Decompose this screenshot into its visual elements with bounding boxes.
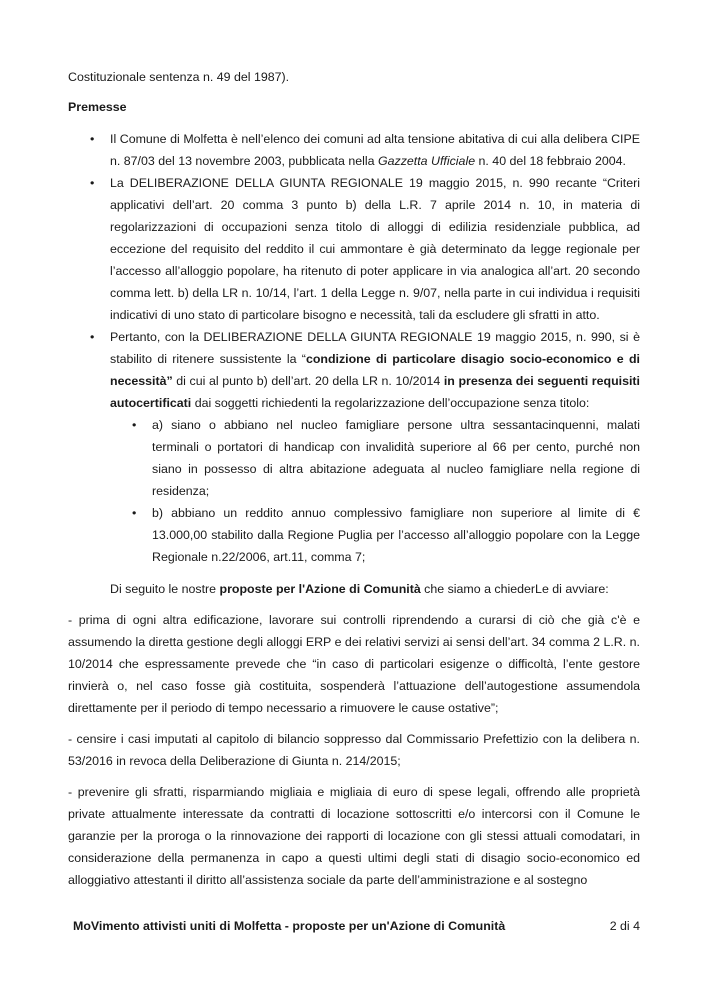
page-footer — [73, 918, 640, 934]
list-item: • a) siano o abbiano nel nucleo famigliare persone ultra sessantacinquenni, malati terminali o portatori di handicap con invalidità superiore al 66 per cento, purché non siano in possesso di altra abitazione adeguata al nucleo famigliare nella regione di residenza; — [110, 414, 640, 502]
premesse-list — [68, 128, 640, 568]
requisiti-list — [110, 414, 640, 568]
list-item: • Pertanto, con la DELIBERAZIONE DELLA GIUNTA REGIONALE 19 maggio 2015, n. 990, si è stabilito di ritenere sussistente la “condizione di particolare disagio socio-economico e di necessità” di cui al punto b) dell’art. 20 della LR n. 10/2014 in presenza dei seguenti requisiti autocertificati dai soggetti richiedenti la regolarizzazione dell’occupazione senza titolo: • a) siano o abbiano nel nucleo famigliare persone ultra sessantacinquenni, malati terminali o portatori di handicap con invalidità superiore al 66 per cento, purché non siano in possesso di altra abitazione adeguata al nucleo famigliare nella regione di residenza; • b) abbiano un reddito annuo complessivo famigliare non superiore al limite di € 13.000,00 stabilito dalla Regione Puglia per l’accesso all’alloggio popolare con la Legge Regionale n.22/2006, art.11, comma 7; — [68, 326, 640, 568]
proposal-paragraph: - censire i casi imputati al capitolo di bilancio soppresso dal Commissario Prefettizio con la delibera n. 53/2016 in revoca della Deliberazione di Giunta n. 214/2015; — [68, 732, 640, 768]
list-item: • b) abbiano un reddito annuo complessivo famigliare non superiore al limite di € 13.000,00 stabilito dalla Regione Puglia per l’accesso all’alloggio popolare con la Legge Regionale n.22/2006, art.11, comma 7; — [110, 502, 640, 568]
page-body — [68, 66, 640, 900]
proposals-intro: Di seguito le nostre proposte per l'Azione di Comunità che siamo a chiederLe di avviare: — [110, 582, 609, 596]
proposal-paragraph: - prevenire gli sfratti, risparmiando migliaia e migliaia di euro di spese legali, offrendo alle proprietà private attualmente interessate da contratti di locazione sottoscritti e/o intercorsi con il Comune le garanzie per la proroga o la rinnovazione dei rapporti di locazione con gli stessi attuali comodatari, in considerazione della permanenza in capo a questi ultimi degli stati di disagio socio-economico ed alloggiativo attestanti il diritto all’assistenza sociale da parte dell’amministrazione e al sostegno — [68, 785, 640, 887]
continuation-line: Costituzionale sentenza n. 49 del 1987). — [68, 70, 290, 84]
proposal-paragraph: - prima di ogni altra edificazione, lavorare sui controlli riprendendo a curarsi di ciò che già c'è e assumendo la diretta gestione degli alloggi ERP e dei relativi servizi ai sensi dell’art. 34 comma 2 L.R. n. 10/2014 che espressamente prevede che “in caso di particolari esigenze o difficoltà, l’ente gestore rinvierà o, nel caso fosse già costituita, sospenderà l’attuazione dell’autogestione assumendola direttamente per il periodo di tempo necessario a rimuovere le cause ostative”; — [68, 613, 640, 715]
page-number: 2 di 4 — [609, 919, 640, 933]
footer-title: MoVimento attivisti uniti di Molfetta - proposte per un'Azione di Comunità — [73, 919, 506, 933]
list-item: • La DELIBERAZIONE DELLA GIUNTA REGIONALE 19 maggio 2015, n. 990 recante “Criteri applicativi dell’art. 20 comma 3 punto b) della L.R. 7 aprile 2014 n. 10, in materia di regolarizzazioni di occupazioni senza titolo di alloggi di edilizia residenziale pubblica, ad eccezione del requisito del reddito il cui ammontare è già determinato da legge regionale per l’accesso all’alloggio popolare, ha ritenuto di poter applicare in via analogica all’art. 20 secondo comma lett. b) della LR n. 10/14, l’art. 1 della Legge n. 9/07, nella parte in cui individua i requisiti indicativi di uno stato di particolare bisogno e necessità, tali da escludere gli sfratti in atto. — [68, 172, 640, 326]
list-item: • Il Comune di Molfetta è nell’elenco dei comuni ad alta tensione abitativa di cui alla delibera CIPE n. 87/03 del 13 novembre 2003, pubblicata nella Gazzetta Ufficiale n. 40 del 18 febbraio 2004. — [68, 128, 640, 172]
section-heading: Premesse — [68, 100, 127, 114]
